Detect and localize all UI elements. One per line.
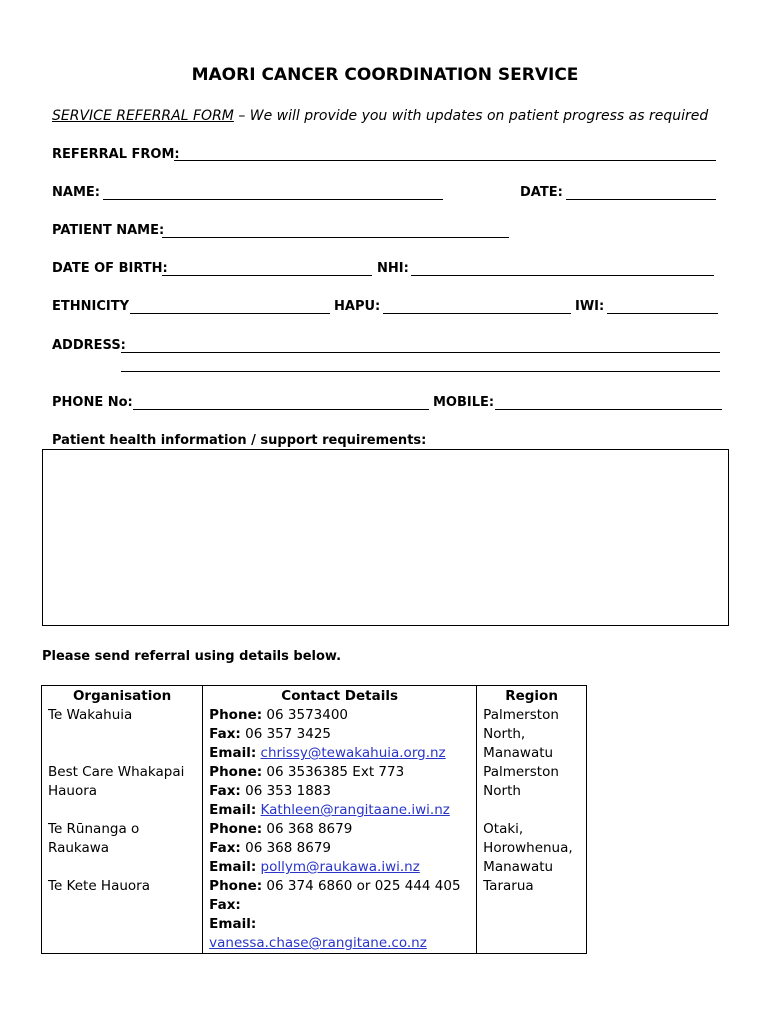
contact-cell [203, 706, 477, 763]
referral-from-label: REFERRAL FROM: [52, 147, 180, 162]
fax-key: Fax: [209, 897, 241, 913]
header-organisation: Organisation [42, 686, 203, 707]
fax-key: Fax: [209, 726, 241, 742]
table-header-row [42, 686, 587, 707]
phone-value: 06 374 6860 or 025 444 405 [262, 878, 461, 894]
mobile-label: MOBILE: [433, 395, 495, 410]
region-cell: Palmerston North [477, 763, 587, 820]
contacts-table [41, 685, 587, 954]
phone-field[interactable] [133, 409, 429, 410]
fax-key: Fax: [209, 783, 241, 799]
hapu-label: HAPU: [334, 299, 381, 314]
ethnicity-field[interactable] [130, 313, 330, 314]
iwi-label: IWI: [575, 299, 605, 314]
form-subtitle-text: – We will provide you with updates on patient progress as required [233, 108, 709, 124]
organisation-cell: Te Wakahuia [42, 706, 203, 763]
header-region: Region [477, 686, 587, 707]
patient-health-label: Patient health information / support requirements: [52, 433, 427, 448]
phone-key: Phone: [209, 764, 263, 780]
date-field[interactable] [566, 199, 716, 200]
patient-health-textarea[interactable] [42, 449, 729, 626]
phone-value: 06 3536385 Ext 773 [262, 764, 405, 780]
email-link[interactable]: chrissy@tewakahuia.org.nz [260, 745, 446, 761]
phone-key: Phone: [209, 821, 263, 837]
fax-key: Fax: [209, 840, 241, 856]
address-field-line1[interactable] [121, 352, 720, 353]
contact-cell [203, 763, 477, 820]
email-link[interactable]: pollym@raukawa.iwi.nz [260, 859, 420, 875]
email-link[interactable]: vanessa.chase@rangitane.co.nz [209, 935, 427, 951]
contact-cell [203, 877, 477, 954]
fax-value: 06 353 1883 [240, 783, 332, 799]
organisation-cell: Te Rūnanga o Raukawa [42, 820, 203, 877]
date-of-birth-field[interactable] [162, 275, 372, 276]
send-referral-note: Please send referral using details below. [42, 649, 342, 664]
table-row [42, 706, 587, 763]
phone-value: 06 368 8679 [262, 821, 353, 837]
phone-value: 06 3573400 [262, 707, 349, 723]
email-key: Email: [209, 802, 257, 818]
date-label: DATE: [520, 185, 563, 200]
iwi-field[interactable] [607, 313, 718, 314]
referral-from-field[interactable] [174, 160, 716, 161]
table-row [42, 877, 587, 954]
address-label: ADDRESS: [52, 338, 126, 353]
region-cell: Tararua [477, 877, 587, 954]
form-name: SERVICE REFERRAL FORM [52, 108, 234, 124]
contact-cell [203, 820, 477, 877]
email-key: Email: [209, 745, 257, 761]
organisation-cell: Best Care Whakapai Hauora [42, 763, 203, 820]
name-field[interactable] [103, 199, 443, 200]
fax-value: 06 368 8679 [240, 840, 332, 856]
ethnicity-label: ETHNICITY [52, 299, 130, 314]
nhi-field[interactable] [411, 275, 714, 276]
region-cell: Otaki, Horowhenua, Manawatu [477, 820, 587, 877]
phone-key: Phone: [209, 878, 263, 894]
address-field-line2[interactable] [121, 371, 720, 372]
name-label: NAME: [52, 185, 100, 200]
phone-key: Phone: [209, 707, 263, 723]
fax-value: 06 357 3425 [240, 726, 332, 742]
nhi-label: NHI: [377, 261, 409, 276]
email-key: Email: [209, 859, 257, 875]
region-cell: Palmerston North, Manawatu [477, 706, 587, 763]
phone-label: PHONE No: [52, 395, 133, 410]
patient-name-field[interactable] [162, 237, 509, 238]
email-key: Email: [209, 916, 257, 932]
hapu-field[interactable] [383, 313, 571, 314]
mobile-field[interactable] [495, 409, 722, 410]
page-title: MAORI CANCER COORDINATION SERVICE [191, 65, 579, 85]
date-of-birth-label: DATE OF BIRTH: [52, 261, 168, 276]
table-row [42, 763, 587, 820]
patient-name-label: PATIENT NAME: [52, 223, 165, 238]
table-row [42, 820, 587, 877]
email-link[interactable]: Kathleen@rangitaane.iwi.nz [260, 802, 450, 818]
form-subtitle [52, 108, 708, 124]
organisation-cell: Te Kete Hauora [42, 877, 203, 954]
header-contact-details: Contact Details [203, 686, 477, 707]
